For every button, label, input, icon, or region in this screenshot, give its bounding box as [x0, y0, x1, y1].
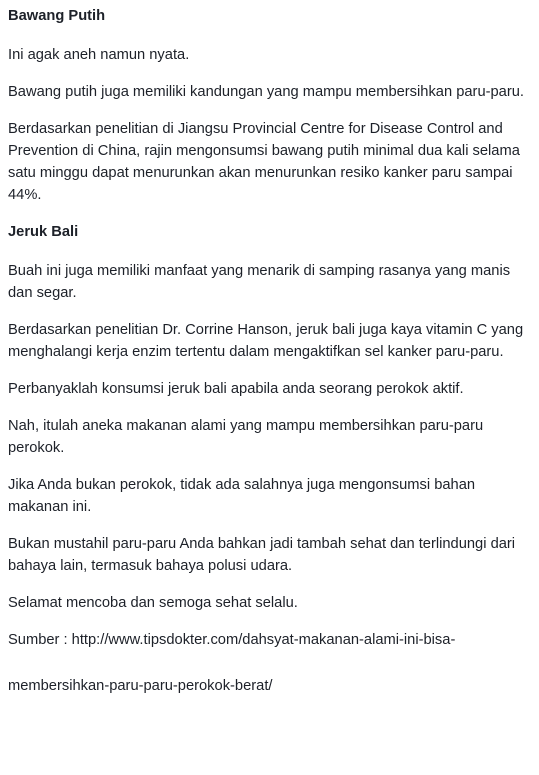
paragraph: Berdasarkan penelitian Dr. Corrine Hanson, jeruk bali juga kaya vitamin C yang menghalangi kerja enzim tertentu dalam mengaktifkan sel kanker paru-paru. — [8, 322, 524, 360]
paragraph: Perbanyaklah konsumsi jeruk bali apabila anda seorang perokok aktif. — [8, 381, 464, 397]
section-heading-jeruk-bali: Jeruk Bali — [8, 224, 79, 240]
section-heading-bawang-putih: Bawang Putih — [8, 8, 106, 24]
source-line-1: Sumber : http://www.tipsdokter.com/dahsyat-makanan-alami-ini-bisa- — [8, 632, 456, 648]
paragraph: Bukan mustahil paru-paru Anda bahkan jadi tambah sehat dan terlindungi dari bahaya lain, termasuk bahaya polusi udara. — [8, 536, 516, 574]
paragraph: Selamat mencoba dan semoga sehat selalu. — [8, 595, 298, 611]
source-line-2: membersihkan-paru-paru-perokok-berat/ — [8, 678, 273, 694]
paragraph: Jika Anda bukan perokok, tidak ada salahnya juga mengonsumsi bahan makanan ini. — [8, 477, 476, 515]
paragraph: Ini agak aneh namun nyata. — [8, 47, 190, 63]
paragraph: Buah ini juga memiliki manfaat yang menarik di samping rasanya yang manis dan segar. — [8, 263, 511, 301]
paragraph: Berdasarkan penelitian di Jiangsu Provincial Centre for Disease Control and Prevention di China, rajin mengonsumsi bawang putih minimal dua kali selama satu minggu dapat menurunkan akan menurunkan resiko kanker paru sampai 44%. — [8, 121, 520, 203]
source-citation — [8, 629, 531, 697]
paragraph: Bawang putih juga memiliki kandungan yang mampu membersihkan paru-paru. — [8, 84, 524, 100]
paragraph: Nah, itulah aneka makanan alami yang mampu membersihkan paru-paru perokok. — [8, 418, 484, 456]
